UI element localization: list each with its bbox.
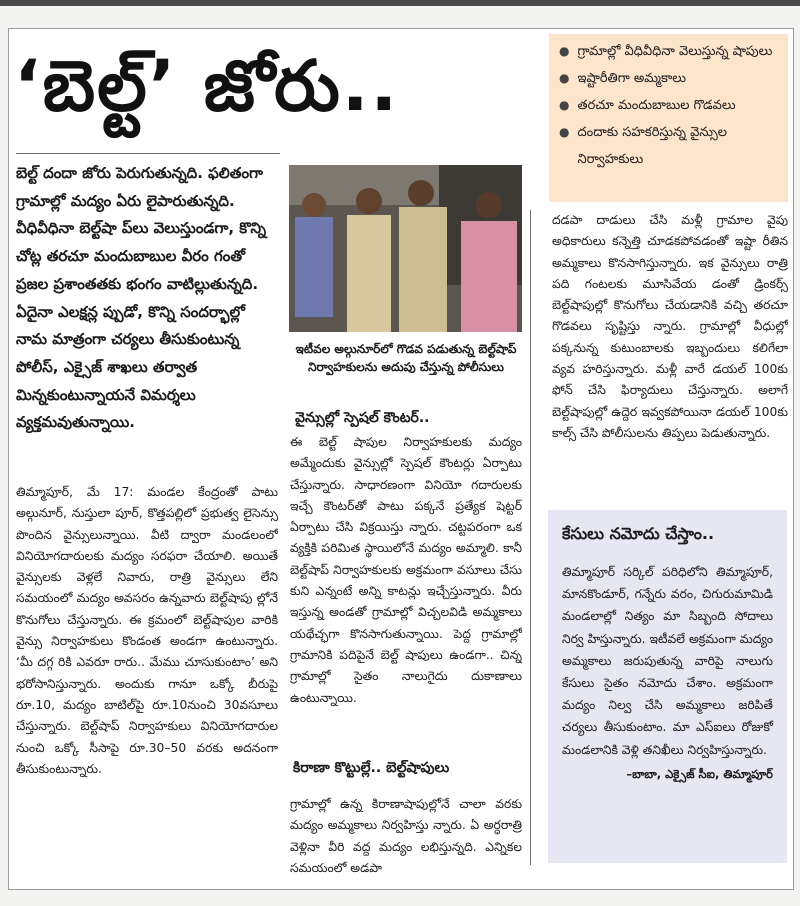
- news-photo: [289, 165, 522, 332]
- subheading-kirana: కిరాణా కొట్టుల్లే.. బెల్ట్‌షాపులు: [293, 760, 450, 776]
- highlight-item: ● ఇష్టారీతిగా అమ్మకాలు: [559, 65, 778, 92]
- divider: [16, 153, 280, 154]
- bullet-icon: ●: [559, 44, 570, 58]
- highlight-item: ● గ్రామాల్లో వీధివీధినా వెలుస్తున్న షాపులు: [559, 38, 778, 65]
- photo-caption: ఇటీవల అల్గునూర్‌లో గొడవ పడుతున్న బెల్ట్‌షాప్ నిర్వాహకులను అదుపు చేస్తున్న పోలీసులు: [295, 342, 517, 374]
- highlights-box: [549, 34, 788, 202]
- headline: ‘బెల్ట్’ జోరు..: [14, 45, 400, 127]
- cases-quote-box: [548, 510, 787, 863]
- cases-body: తిమ్మాపూర్ సర్కిల్ పరిధిలోని తిమ్మాపూర్, మానకొండూర్, గన్నేరు వరం, చిగురుమామిడి మండలాల్లో నిత్యం మా సిబ్బంది సోదాలు నిర్వ హిస్తున్నారు. ఇటీవలే అక్రమంగా మద్యం అమ్మకాలు జరుపుతున్న వారిపై నాలుగు కేసులు సైతం నమోదు చేశాం. అక్రమంగా మద్యం నిల్వ చేసి అమ్మకాలు జరిపితే చర్యలు తీసుకుంటాం. మా ఎస్‌ఐలు రోజుకో మండలానికి వెళ్లి తనిఖీలు నిర్వహిస్తున్నారు.: [562, 565, 773, 757]
- column-rule: [530, 210, 531, 865]
- highlight-item: ● దందాకు సహకరిస్తున్న వైన్సుల నిర్వాహకులు: [559, 119, 778, 173]
- right-column-body: దడపా దాడులు చేసి మళ్లీ గ్రామాల వైపు అధికారులు కన్నెత్తి చూడకపోవడంతో ఇష్టా రీతిన అమ్మకాలు కొనసాగిస్తున్నారు. ఇక వైన్సులు రాత్రి పది గంటలకు మూసివేయ డంతో డ్రింకర్స్ బెల్ట్‌షాపుల్లో కొనుగోలు చేయడానికి వచ్చి తరచూ గొడవలు సృష్టిస్తు న్నారు. గ్రామాల్లో వీధుల్లో పక్కనున్న కుటుంబాలకు ఇబ్బందులు కలిగేలా వ్యవ హరిస్తున్నారు. మళ్లీ వారే డయల్ 100కు ఫోన్ చేసి ఫిర్యాదులు చేస్తున్నారు. అలాగే బెల్ట్‌షాపుల్లో ఉద్దెర ఇవ్వకపోయినా డయల్ 100కు కాల్స్ చేసి పోలీసులను తిప్పలు పెడుతున్నారు.: [552, 213, 788, 440]
- cases-title: కేసులు నమోదు చేస్తాం..: [562, 524, 715, 543]
- bullet-icon: ●: [559, 71, 570, 85]
- subheading-special-counter: వైన్సుల్లో స్పెషల్ కౌంటర్..: [295, 410, 430, 426]
- middle-column-body: ఈ బెల్ట్ షాపుల నిర్వాహకులకు మద్యం అమ్మేందుకు వైన్సుల్లో స్పెషల్ కౌంటర్లు ఏర్పాటు చేస్తున్నారు. సాధారణంగా వినియో గదారులకు ఇచ్చే కౌంటర్‌తో పాటు పక్కనే ప్రత్యేక షెట్టర్ ఏర్పాటు చేసి విక్రయిస్తు న్నారు. చట్టపరంగా ఒక వ్యక్తికి పరిమిత స్థాయిలోనే మద్యం అమ్మాలి. కానీ బెల్ట్‌షాప్ నిర్వాహకులకు అక్రమంగా వసూలు చేసు కుని ఎన్నంటే అన్ని కాటన్లు ఇచ్చేస్తున్నారు. వీరు ఇస్తున్న అండతో గ్రామాల్లో విచ్చలవిడి అమ్మకాలు యథేచ్ఛగా కొనసాగుతున్నాయి. పెద్ద గ్రామాల్లో గ్రామానికి పదిపైనే బెల్ట్ షాపులు ఉండగా.. చిన్న గ్రామాల్లో సైతం నాలుగైదు దుకాణాలు ఉంటున్నాయి.: [290, 435, 522, 705]
- bullet-icon: ●: [559, 98, 570, 112]
- highlight-item: ● తరచూ మందుబాబుల గొడవలు: [559, 92, 778, 119]
- bullet-icon: ●: [559, 125, 570, 139]
- police-photo-illustration: [289, 165, 522, 332]
- middle-column-body-2: గ్రామాల్లో ఉన్న కిరాణాషాపుల్లోనే చాలా వరకు మద్యం అమ్మకాలు నిర్వహిస్తు న్నారు. ఏ అర్ధరాత్రి వెళ్లినా వీరి వద్ద మద్యం లభిస్తున్నది. ఎన్నికల సమయంలో అడపా: [290, 797, 522, 874]
- left-column-body: తిమ్మాపూర్, మే 17: మండల కేంద్రంతో పాటు అల్గునూర్, నుస్తులా పూర్, కొత్తపల్లిలో ప్రభుత్వ లైసెన్సు పొందిన వైన్సులున్నాయి. వీటి ద్వారా మండలంలో వినియోగదారులకు మద్యం సరఫరా చేయాలి. అయితే వైన్సులకు వెళ్లలే నివారు, రాత్రి వైన్సులు లేని సమయంలో మద్యం అవసరం ఉన్నవారు బెల్ట్‌షాపు ల్లోనే కొనుగోలు చేస్తున్నారు. ఈ క్రమంలో బెల్ట్‌షాపుల వారికి వైన్సు నిర్వాహకులు కొండంత అండగా ఉంటున్నారు. ‘మీ దగ్గ రికి ఎవరూ రారు.. మేము చూసుకుంటాం’ అని భరోసానిస్తున్నారు. అందుకు గానూ ఒక్కో బీరుపై రూ.10, మద్యం బాటిల్‌పై రూ.10నుంచి 30వసూలు చేస్తున్నారు. బెల్ట్‌షాప్ నిర్వాహకులు వినియోగదారుల నుంచి ఒక్కో సీసాపై రూ.30–50 వరకు అదనంగా తీసుకుంటున్నారు.: [16, 485, 278, 776]
- lead-paragraph: బెల్ట్ దందా జోరు పెరుగుతున్నది. ఫలితంగా గ్రామాల్లో మద్యం ఏరు లైపారుతున్నది. వీధివీధినా బెల్ట్‌షా ప్‌లు వెలుస్తుండగా, కొన్ని చోట్ల తరచూ మందుబాబుల వీరం గంతో ప్రజల ప్రశాంతతకు భంగం వాటిల్లుతున్నది. ఏదైనా ఎలక్షన్ల ప్పుడో, కొన్ని సందర్భాల్లో నామ మాత్రంగా చర్యలు తీసుకుంటున్న పోలీస్, ఎక్సైజ్ శాఖలు తర్వాత మిన్నకుంటున్నాయనే విమర్శలు వ్యక్తమవుతున్నాయి.: [16, 164, 267, 432]
- top-bar: [0, 0, 800, 6]
- cases-signature: –బాబా, ఎక్సైజ్ సీఐ, తిమ్మాపూర్: [626, 766, 773, 781]
